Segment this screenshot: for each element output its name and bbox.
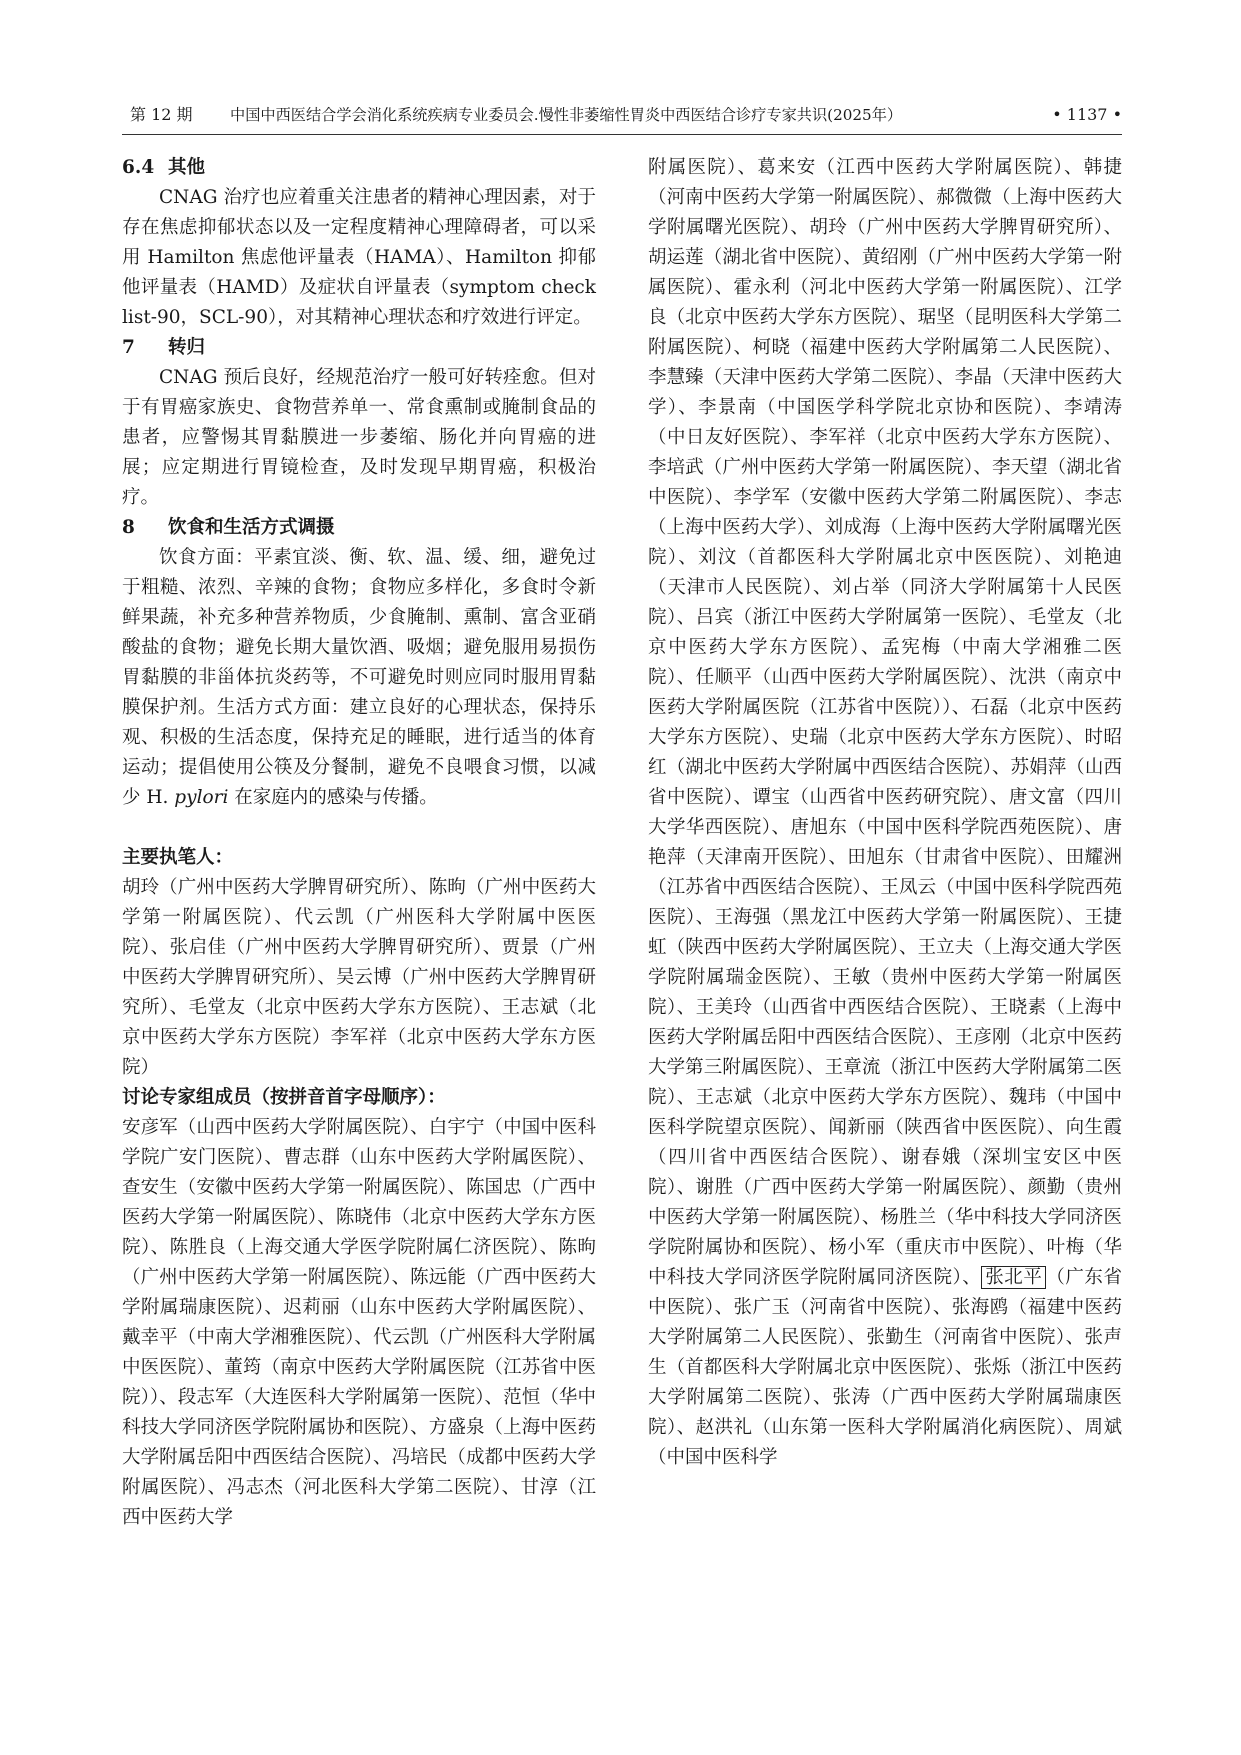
section-7-heading [122, 333, 596, 363]
body-end: 在家庭内的感染与传播。 [234, 787, 438, 808]
section-number: 8 [122, 517, 135, 538]
section-6-4-heading [122, 153, 596, 183]
experts-list-part-b: （广东省中医院）、张广玉（河南省中医院）、张海鸥（福建中医药大学附属第二人民医院）、张勤生（河南省中医院）、张声生（首都医科大学附属北京中医医院）、张烁（浙江中医药大学附属第二医院）、张涛（广西中医药大学附属瑞康医院）、赵洪礼（山东第一医科大学附属消化病医院）、周斌（中国中医科学 [648, 1267, 1122, 1468]
section-title: 饮食和生活方式调摄 [168, 517, 335, 538]
authors-heading: 主要执笔人： [122, 847, 234, 868]
body-main: 饮食方面：平素宜淡、衡、软、温、缓、细，避免过于粗糙、浓烈、辛辣的食物；食物应多样化，多食时令新鲜果蔬，补充多种营养物质，少食腌制、熏制、富含亚硝酸盐的食物；避免长期大量饮酒、吸烟；避免服用易损伤胃黏膜的非甾体抗炎药等，不可避免时则应同时服用胃黏膜保护剂。生活方式方面：建立良好的心理状态，保持乐观、积极的生活态度，保持充足的睡眠，进行适当的体育运动；提倡使用公筷及分餐制，避免不良喂食习惯，以减少 H. [122, 547, 596, 808]
body-italic: pylori [174, 787, 229, 808]
section-title: 其他 [168, 157, 206, 178]
section-number: 7 [122, 337, 135, 358]
experts-heading: 讨论专家组成员（按拼音首字母顺序）： [122, 1087, 446, 1108]
section-title: 转归 [168, 337, 206, 358]
experts-list-right [648, 153, 1122, 1473]
section-7-body: CNAG 预后良好，经规范治疗一般可好转痊愈。但对于有胃癌家族史、食物营养单一、常食熏制或腌制食品的患者，应警惕其胃黏膜进一步萎缩、肠化并向胃癌的进展；应定期进行胃镜检查，及时发现早期胃癌，积极治疗。 [122, 367, 596, 508]
experts-list-left: 安彦军（山西中医药大学附属医院）、白宇宁（中国中医科学院广安门医院）、曹志群（山东中医药大学附属医院）、查安生（安徽中医药大学第一附属医院）、陈国忠（广西中医药大学第一附属医院）、陈晓伟（北京中医药大学东方医院）、陈胜良（上海交通大学医学院附属仁济医院）、陈昫（广州中医药大学第一附属医院）、陈远能（广西中医药大学附属瑞康医院）、迟莉丽（山东中医药大学附属医院）、戴幸平（中南大学湘雅医院）、代云凯（广州医科大学附属中医医院）、董筠（南京中医药大学附属医院（江苏省中医院））、段志军（大连医科大学附属第一医院）、范恒（华中科技大学同济医学院附属协和医院）、方盛泉（上海中医药大学附属岳阳中西医结合医院）、冯培民（成都中医药大学附属医院）、冯志杰（河北医科大学第二医院）、甘淳（江西中医药大学 [122, 1117, 596, 1528]
journal-title: 中国中西医结合学会消化系统疾病专业委员会.慢性非萎缩性胃炎中西医结合诊疗专家共识(2025年） [230, 106, 903, 124]
highlighted-name-box: 张北平 [981, 1266, 1046, 1289]
issue-number: 第 12 期 [130, 105, 193, 124]
section-8-body [122, 543, 596, 813]
page-number: • 1137 • [1052, 105, 1122, 124]
left-column [122, 153, 596, 1533]
spacer [122, 813, 596, 843]
section-number: 6.4 [122, 157, 155, 178]
section-8-heading [122, 513, 596, 543]
experts-list-part-a: 附属医院）、葛来安（江西中医药大学附属医院）、韩捷（河南中医药大学第一附属医院）、郝微微（上海中医药大学附属曙光医院）、胡玲（广州中医药大学脾胃研究所）、胡运莲（湖北省中医院）、黄绍刚（广州中医药大学第一附属医院）、霍永利（河北中医药大学第一附属医院）、江学良（北京中医药大学东方医院）、琚坚（昆明医科大学第二附属医院）、柯晓（福建中医药大学附属第二人民医院）、李慧臻（天津中医药大学第二医院）、李晶（天津中医药大学）、李景南（中国医学科学院北京协和医院）、李靖涛（中日友好医院）、李军祥（北京中医药大学东方医院）、李培武（广州中医药大学第一附属医院）、李天望（湖北省中医院）、李学军（安徽中医药大学第二附属医院）、李志（上海中医药大学）、刘成海（上海中医药大学附属曙光医院）、刘汶（首都医科大学附属北京中医医院）、刘艳迪（天津市人民医院）、刘占举（同济大学附属第十人民医院）、吕宾（浙江中医药大学附属第一医院）、毛堂友（北京中医药大学东方医院）、孟宪梅（中南大学湘雅二医院）、任顺平（山西中医药大学附属医院）、沈洪（南京中医药大学附属医院（江苏省中医院））、石磊（北京中医药大学东方医院）、史瑞（北京中医药大学东方医院）、时昭红（湖北中医药大学附属中西医结合医院）、苏娟萍（山西省中医院）、谭宝（山西省中医药研究院）、唐文富（四川大学华西医院）、唐旭东（中国中医科学院西苑医院）、唐艳萍（天津南开医院）、田旭东（甘肃省中医院）、田耀洲（江苏省中西医结合医院）、王凤云（中国中医科学院西苑医院）、王海强（黑龙江中医药大学第一附属医院）、王捷虹（陕西中医药大学附属医院）、王立夫（上海交通大学医学院附属瑞金医院）、王敏（贵州中医药大学第一附属医院）、王美玲（山西省中西医结合医院）、王晓素（上海中医药大学附属岳阳中西医结合医院）、王彦刚（北京中医药大学第三附属医院）、王章流（浙江中医药大学附属第二医院）、王志斌（北京中医药大学东方医院）、魏玮（中国中医科学院望京医院）、闻新丽（陕西省中医医院）、向生霞（四川省中西医结合医院）、谢春娥（深圳宝安区中医院）、谢胜（广西中医药大学第一附属医院）、颜勤（贵州中医药大学第一附属医院）、杨胜兰（华中科技大学同济医学院附属协和医院）、杨小军（重庆市中医院）、叶梅（华中科技大学同济医学院附属同济医院）、 [648, 157, 1122, 1288]
running-header [122, 100, 1122, 135]
right-column [648, 153, 1122, 1473]
authors-list: 胡玲（广州中医药大学脾胃研究所）、陈昫（广州中医药大学第一附属医院）、代云凯（广州医科大学附属中医医院）、张启佳（广州中医药大学脾胃研究所）、贾景（广州中医药大学脾胃研究所）、吴云博（广州中医药大学脾胃研究所）、毛堂友（北京中医药大学东方医院）、王志斌（北京中医药大学东方医院）李军祥（北京中医药大学东方医院） [122, 877, 596, 1078]
section-6-4-body: CNAG 治疗也应着重关注患者的精神心理因素，对于存在焦虑抑郁状态以及一定程度精神心理障碍者，可以采用 Hamilton 焦虑他评量表（HAMA）、Hamilton 抑郁他评量表（HAMD）及症状自评量表（symptom check list-90，SCL-90），对其精神心理状态和疗效进行评定。 [122, 187, 596, 328]
